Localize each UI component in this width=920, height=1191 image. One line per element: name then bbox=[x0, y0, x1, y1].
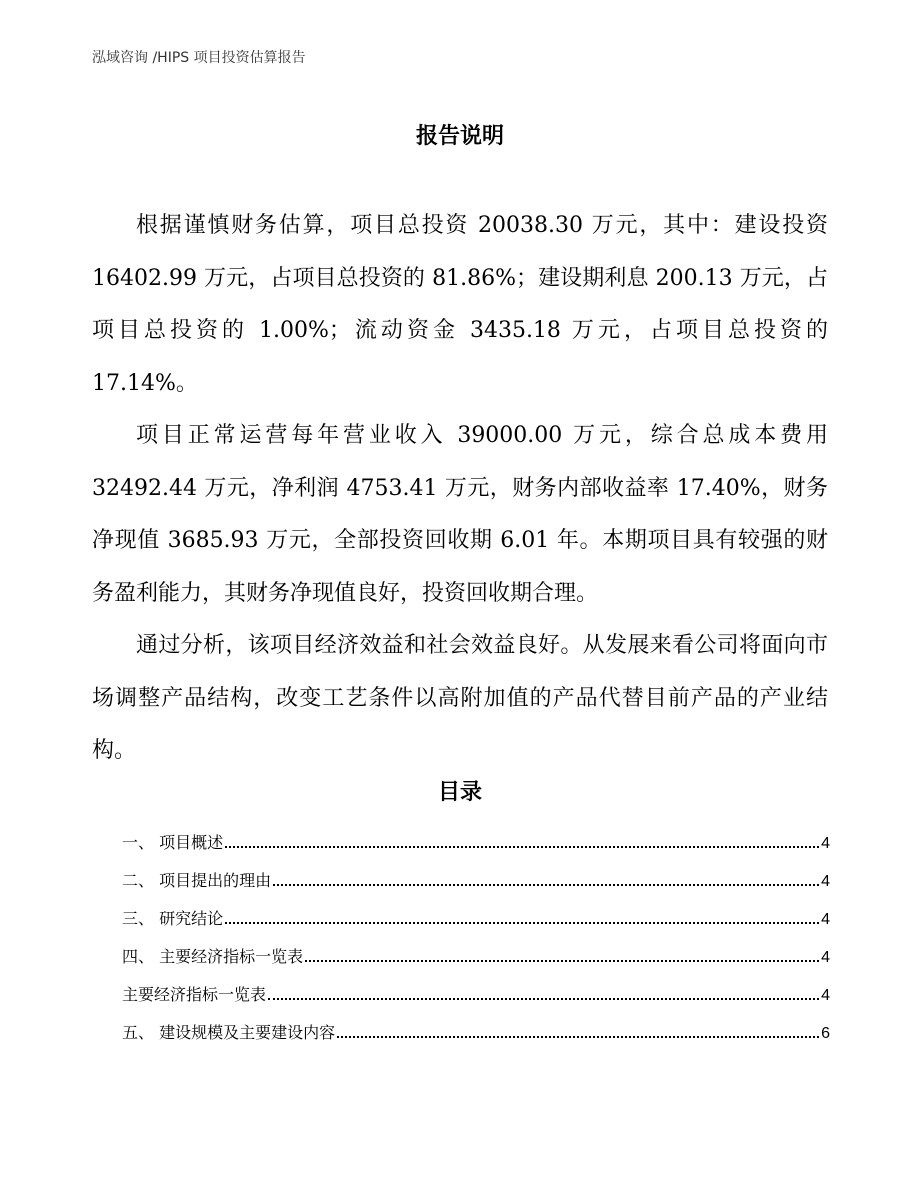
paragraph-revenue: 项目正常运营每年营业收入 39000.00 万元，综合总成本费用 32492.44 万元，净利润 4753.41 万元，财务内部收益率 17.40%，财务净现值 3685.93 万元，全部投资回收期 6.01 年。本期项目具有较强的财务盈利能力，其财务净现值良好，投资回收期合理。 bbox=[92, 423, 828, 606]
header-divider bbox=[92, 74, 832, 75]
table-of-contents bbox=[122, 828, 830, 1056]
report-body bbox=[92, 200, 828, 778]
toc-entry-label: 一、 项目概述 bbox=[122, 833, 224, 852]
toc-entry-page: 4 bbox=[821, 835, 830, 852]
toc-entry-page: 4 bbox=[821, 987, 830, 1004]
report-title: 报告说明 bbox=[415, 124, 504, 149]
toc-title: 目录 bbox=[437, 780, 482, 805]
toc-leader-dots bbox=[225, 846, 819, 848]
toc-entry-page: 6 bbox=[821, 1025, 830, 1042]
toc-entry[interactable] bbox=[122, 904, 830, 942]
toc-entry-label: 四、 主要经济指标一览表 bbox=[122, 947, 304, 966]
toc-leader-dots bbox=[268, 998, 819, 1000]
toc-entry-label: 二、 项目提出的理由 bbox=[122, 871, 272, 890]
toc-entry-page: 4 bbox=[821, 911, 830, 928]
toc-leader-dots bbox=[273, 884, 819, 886]
toc-entry-page: 4 bbox=[821, 949, 830, 966]
toc-entry[interactable] bbox=[122, 942, 830, 980]
toc-leader-dots bbox=[305, 960, 819, 962]
paragraph-investment: 根据谨慎财务估算，项目总投资 20038.30 万元，其中：建设投资 16402.99 万元，占项目总投资的 81.86%；建设期利息 200.13 万元，占项目总投资的 1.00%；流动资金 3435.18 万元，占项目总投资的 17.14%。 bbox=[92, 213, 828, 396]
toc-entry-label: 五、 建设规模及主要建设内容 bbox=[122, 1023, 336, 1042]
toc-leader-dots bbox=[225, 922, 819, 924]
toc-entry[interactable] bbox=[122, 1018, 830, 1056]
toc-entry-page: 4 bbox=[821, 873, 830, 890]
toc-entry-label: 主要经济指标一览表 bbox=[122, 985, 267, 1004]
paragraph-analysis: 通过分析，该项目经济效益和社会效益良好。从发展来看公司将面向市场调整产品结构，改变工艺条件以高附加值的产品代替目前产品的产业结构。 bbox=[92, 633, 828, 763]
toc-entry-label: 三、 研究结论 bbox=[122, 909, 224, 928]
toc-leader-dots bbox=[337, 1036, 819, 1038]
toc-entry[interactable] bbox=[122, 866, 830, 904]
toc-entry[interactable] bbox=[122, 828, 830, 866]
page-header: 泓域咨询 /HIPS 项目投资估算报告 bbox=[92, 50, 306, 66]
toc-entry[interactable] bbox=[122, 980, 830, 1018]
